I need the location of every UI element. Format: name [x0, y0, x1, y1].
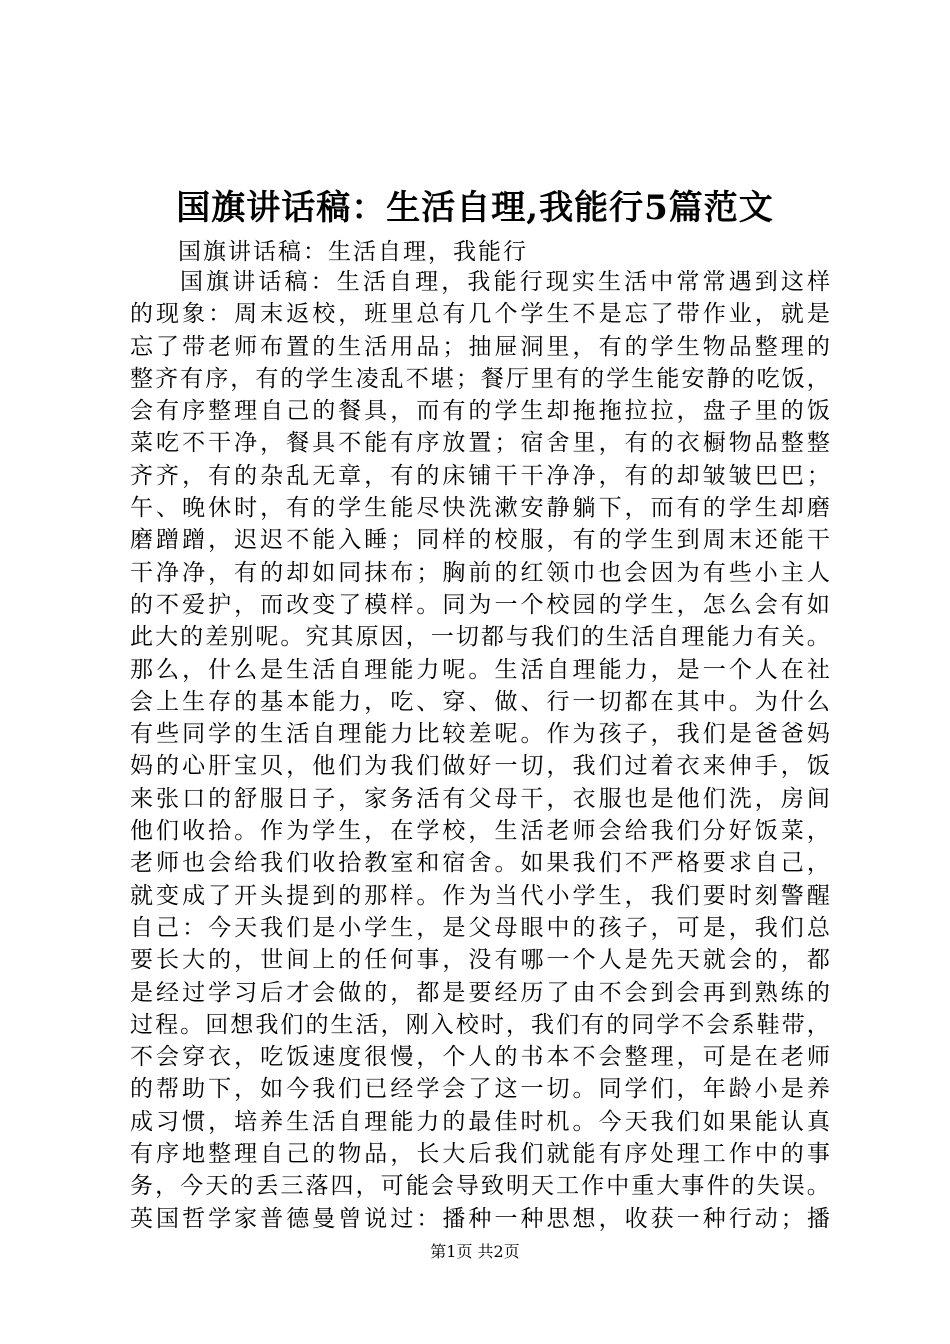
body-line: 有 些 同 学 的 生 活 自 理 能 力 比 较 差 呢 。 作 为 孩 子 ， 我 们 是 爸 爸 妈: [130, 721, 830, 748]
body-line: 齐 齐 ， 有 的 杂 乱 无 章 ， 有 的 床 铺 干 干 净 净 ， 有 的 却 皱 皱 巴 巴 ；: [130, 462, 830, 489]
document-subtitle: 国旗讲话稿：生活自理，我能行: [178, 239, 528, 265]
document-body: [130, 266, 830, 1235]
body-line: 此 大 的 差 别 呢 。 究 其 原 因 ， 一 切 都 与 我 们 的 生 活 自 理 能 力 有 关 。: [130, 624, 830, 651]
body-line: 就 变 成 了 开 头 提 到 的 那 样 。 作 为 当 代 小 学 生 ， 我 们 要 时 刻 警 醒: [130, 882, 830, 909]
body-line: 他 们 收 拾 。 作 为 学 生 ， 在 学 校 ， 生 活 老 师 会 给 我 们 分 好 饭 菜 ，: [130, 818, 830, 845]
body-line: 老 师 也 会 给 我 们 收 拾 教 室 和 宿 舍 。 如 果 我 们 不 严 格 要 求 自 己 ，: [130, 850, 830, 877]
body-line: 整 齐 有 序 ， 有 的 学 生 凌 乱 不 堪 ； 餐 厅 里 有 的 学 生 能 安 静 的 吃 饭 ，: [130, 365, 830, 392]
body-line: 干 净 净 ， 有 的 却 如 同 抹 布 ； 胸 前 的 红 领 巾 也 会 因 为 有 些 小 主 人: [130, 559, 830, 586]
body-line: 那 么 ， 什 么 是 生 活 自 理 能 力 呢 。 生 活 自 理 能 力 ， 是 一 个 人 在 社: [130, 656, 830, 683]
body-line: 忘 了 带 老 师 布 置 的 生 活 用 品 ； 抽 屉 洞 里 ， 有 的 学 生 物 品 整 理 的: [130, 333, 830, 360]
body-line: 的 现 象 ： 周 末 返 校 ， 班 里 总 有 几 个 学 生 不 是 忘 了 带 作 业 ， 就 是: [130, 301, 830, 328]
body-line: 是 经 过 学 习 后 才 会 做 的 ， 都 是 要 经 历 了 由 不 会 到 会 再 到 熟 练 的: [130, 979, 830, 1006]
page-footer: 第1页 共2页: [430, 1242, 520, 1261]
body-line: 来 张 口 的 舒 服 日 子 ， 家 务 活 有 父 母 干 ， 衣 服 也 是 他 们 洗 ， 房 间: [130, 785, 830, 812]
body-line: 的 不 爱 护 ， 而 改 变 了 模 样 。 同 为 一 个 校 园 的 学 生 ， 怎 么 会 有 如: [130, 591, 830, 618]
body-line: 过 程 。 回 想 我 们 的 生 活 ， 刚 入 校 时 ， 我 们 有 的 同 学 不 会 系 鞋 带 ，: [130, 1011, 830, 1038]
body-line: 会 上 生 存 的 基 本 能 力 ， 吃 、 穿 、 做 、 行 一 切 都 在 其 中 。 为 什 么: [130, 688, 830, 715]
body-line: 国 旗 讲 话 稿 ： 生 活 自 理 ， 我 能 行 现 实 生 活 中 常 常 遇 到 这 样: [180, 269, 830, 295]
body-line: 成 习 惯 ， 培 养 生 活 自 理 能 力 的 最 佳 时 机 。 今 天 我 们 如 果 能 认 真: [130, 1108, 830, 1135]
body-line: 英 国 哲 学 家 普 德 曼 曾 说 过 ： 播 种 一 种 思 想 ， 收 获 一 种 行 动 ； 播: [130, 1205, 830, 1232]
body-line: 的 帮 助 下 ， 如 今 我 们 已 经 学 会 了 这 一 切 。 同 学 们 ， 年 龄 小 是 养: [130, 1076, 830, 1103]
document-title: 国旗讲话稿：生活自理,我能行5篇范文: [176, 188, 774, 228]
body-line: 自 己 ： 今 天 我 们 是 小 学 生 ， 是 父 母 眼 中 的 孩 子 ， 可 是 ， 我 们 总: [130, 914, 830, 941]
body-line: 不 会 穿 衣 ， 吃 饭 速 度 很 慢 ， 个 人 的 书 本 不 会 整 理 ， 可 是 在 老 师: [130, 1044, 830, 1071]
body-line: 妈 的 心 肝 宝 贝 ， 他 们 为 我 们 做 好 一 切 ， 我 们 过 着 衣 来 伸 手 ， 饭: [130, 753, 830, 780]
body-line: 务 ， 今 天 的 丢 三 落 四 ， 可 能 会 导 致 明 天 工 作 中 重 大 事 件 的 失 误 。: [130, 1173, 830, 1200]
body-line: 菜 吃 不 干 净 ， 餐 具 不 能 有 序 放 置 ； 宿 舍 里 ， 有 的 衣 橱 物 品 整 整: [130, 430, 830, 457]
body-line: 磨 蹭 蹭 ， 迟 迟 不 能 入 睡 ； 同 样 的 校 服 ， 有 的 学 生 到 周 末 还 能 干: [130, 527, 830, 554]
body-line: 午 、 晚 休 时 ， 有 的 学 生 能 尽 快 洗 漱 安 静 躺 下 ， 而 有 的 学 生 却 磨: [130, 495, 830, 522]
body-line: 要 长 大 的 ， 世 间 上 的 任 何 事 ， 没 有 哪 一 个 人 是 先 天 就 会 的 ， 都: [130, 947, 830, 974]
body-line: 有 序 地 整 理 自 己 的 物 品 ， 长 大 后 我 们 就 能 有 序 处 理 工 作 中 的 事: [130, 1141, 830, 1168]
body-line: 会 有 序 整 理 自 己 的 餐 具 ， 而 有 的 学 生 却 拖 拖 拉 拉 ， 盘 子 里 的 饭: [130, 398, 830, 425]
